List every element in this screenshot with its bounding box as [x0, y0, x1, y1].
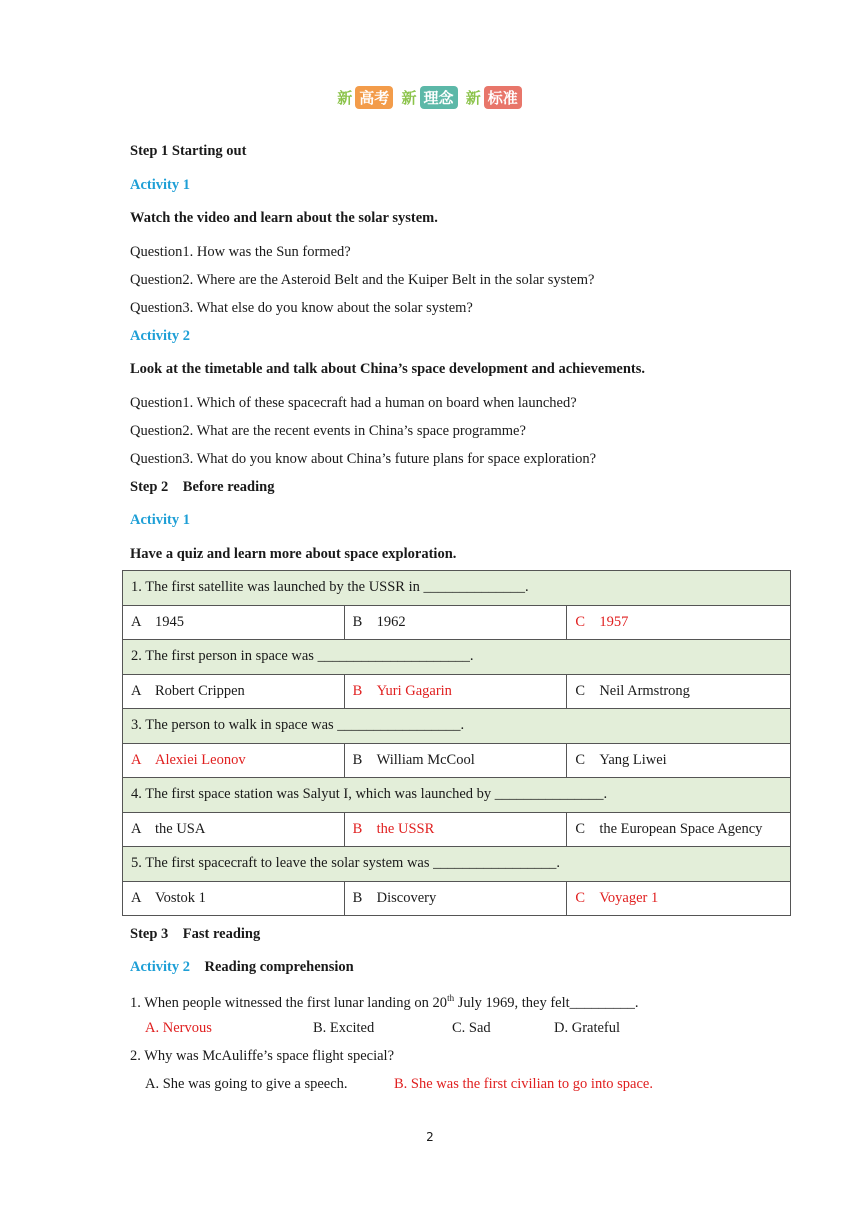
q1-prefix: 1. When people witnessed the first lunar landing on 20 — [130, 994, 448, 1011]
step1-activity2-question-3: Question3. What do you know about China’s future plans for space exploration? — [130, 451, 597, 467]
logo-char-1: 新 — [337, 89, 353, 107]
reading-question-1 — [130, 993, 639, 1012]
option-letter: C — [575, 682, 585, 699]
option-letter: A — [131, 889, 142, 906]
step2-activity1-label: Activity 1 — [130, 512, 190, 528]
option-text: Yuri Gagarin — [376, 682, 452, 699]
option-text: the USA — [155, 820, 206, 837]
q1-option-c: C. Sad — [452, 1020, 491, 1036]
option-text: Yang Liwei — [599, 751, 667, 768]
step1-activity1-label: Activity 1 — [130, 177, 190, 193]
option-letter: C — [575, 820, 585, 837]
quiz-3-option-c — [567, 743, 791, 778]
quiz-question-2: 2. The first person in space was _____________________. — [123, 640, 791, 675]
step1-activity2-label: Activity 2 — [130, 328, 190, 344]
quiz-question-1: 1. The first satellite was launched by the USSR in ______________. — [123, 571, 791, 606]
quiz-5-option-a — [123, 881, 345, 916]
option-text: the USSR — [376, 820, 435, 837]
q2-option-b-correct: B. She was the first civilian to go into space. — [394, 1076, 653, 1092]
quiz-question-3: 3. The person to walk in space was _________________. — [123, 709, 791, 744]
q1-suffix: July 1969, they felt_________. — [454, 994, 639, 1011]
quiz-4-option-c — [567, 812, 791, 847]
step3-title: Step 3 Fast reading — [130, 926, 261, 942]
quiz-4-option-a — [123, 812, 345, 847]
quiz-1-option-a — [123, 605, 345, 640]
header-logo — [0, 86, 860, 109]
option-letter: C — [575, 613, 585, 630]
step3-activity2-label: Activity 2 — [130, 959, 190, 975]
option-letter: B — [352, 613, 363, 630]
option-text: the European Space Agency — [599, 820, 763, 837]
reading-question-2: 2. Why was McAuliffe’s space flight special? — [130, 1048, 395, 1064]
q1-sup: th — [447, 993, 455, 1003]
page-number: 2 — [426, 1130, 434, 1144]
logo-badge-3: 标准 — [484, 86, 522, 109]
step1-activity1-question-1: Question1. How was the Sun formed? — [130, 244, 351, 260]
step1-activity1-instruction: Watch the video and learn about the solar system. — [130, 210, 438, 226]
option-letter: B — [352, 682, 363, 699]
step1-activity2-question-2: Question2. What are the recent events in China’s space programme? — [130, 423, 526, 439]
step2-title: Step 2 Before reading — [130, 479, 275, 495]
step1-activity1-question-3: Question3. What else do you know about the solar system? — [130, 300, 473, 316]
option-letter: B — [352, 820, 363, 837]
logo-badge-2: 理念 — [420, 86, 458, 109]
quiz-5-option-c-correct — [567, 881, 791, 916]
option-text: Vostok 1 — [155, 889, 206, 906]
quiz-2-option-b-correct — [344, 674, 567, 709]
q2-option-a: A. She was going to give a speech. — [145, 1076, 348, 1092]
option-text: 1957 — [599, 613, 629, 630]
quiz-3-option-b — [344, 743, 567, 778]
step1-title: Step 1 Starting out — [130, 143, 247, 159]
quiz-table — [122, 570, 791, 916]
step3-activity2-heading — [130, 959, 354, 976]
quiz-2-option-c — [567, 674, 791, 709]
q1-option-a-correct: A. Nervous — [145, 1020, 212, 1036]
quiz-3-option-a-correct — [123, 743, 345, 778]
option-letter: B — [352, 889, 363, 906]
option-text: 1962 — [376, 613, 406, 630]
option-text: Neil Armstrong — [599, 682, 690, 699]
option-text: William McCool — [376, 751, 475, 768]
step1-activity2-question-1: Question1. Which of these spacecraft had a human on board when launched? — [130, 395, 577, 411]
step1-activity1-question-2: Question2. Where are the Asteroid Belt and the Kuiper Belt in the solar system? — [130, 272, 595, 288]
option-text: Discovery — [376, 889, 437, 906]
option-letter: C — [575, 751, 585, 768]
step2-activity1-instruction: Have a quiz and learn more about space exploration. — [130, 546, 457, 562]
logo-char-2: 新 — [401, 89, 417, 107]
option-letter: A — [131, 751, 142, 768]
quiz-4-option-b-correct — [344, 812, 567, 847]
step3-activity2-title: Reading comprehension — [204, 959, 354, 975]
q1-option-b: B. Excited — [313, 1020, 375, 1036]
logo-char-3: 新 — [465, 89, 481, 107]
option-letter: C — [575, 889, 585, 906]
option-text: 1945 — [155, 613, 184, 630]
option-letter: A — [131, 820, 142, 837]
option-text: Voyager 1 — [599, 889, 659, 906]
quiz-question-5: 5. The first spacecraft to leave the solar system was _________________. — [123, 847, 791, 882]
quiz-question-4: 4. The first space station was Salyut I, which was launched by _______________. — [123, 778, 791, 813]
quiz-1-option-c-correct — [567, 605, 791, 640]
quiz-2-option-a — [123, 674, 345, 709]
q1-option-d: D. Grateful — [554, 1020, 621, 1036]
option-text: Alexiei Leonov — [155, 751, 246, 768]
option-letter: B — [352, 751, 363, 768]
option-text: Robert Crippen — [155, 682, 245, 699]
step1-activity2-instruction: Look at the timetable and talk about China’s space development and achievements. — [130, 361, 646, 377]
quiz-1-option-b — [344, 605, 567, 640]
option-letter: A — [131, 682, 142, 699]
logo-badge-1: 高考 — [355, 86, 393, 109]
quiz-5-option-b — [344, 881, 567, 916]
option-letter: A — [131, 613, 142, 630]
